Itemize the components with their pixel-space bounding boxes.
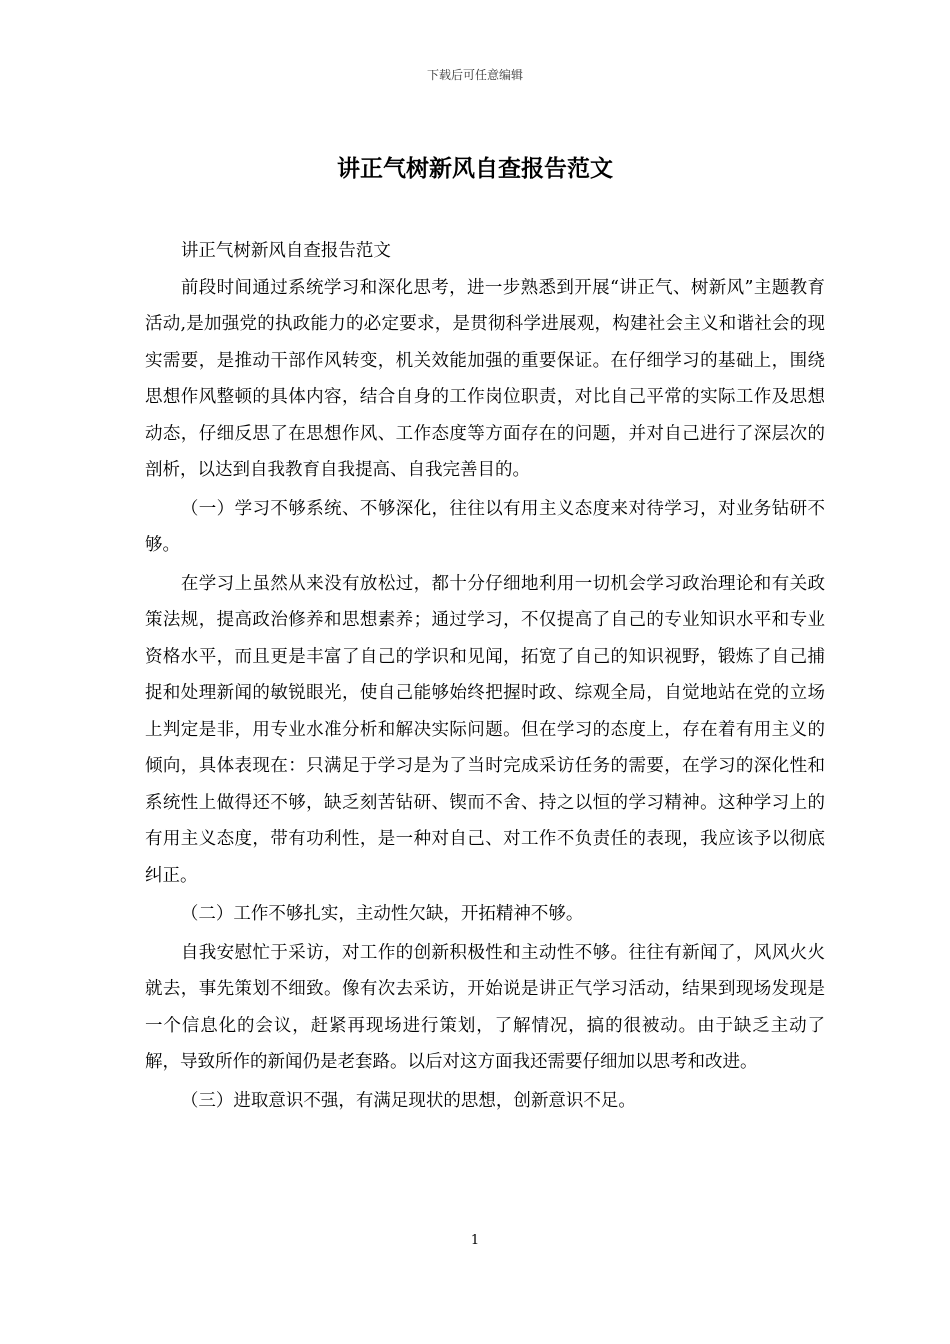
document-title: 讲正气树新风自查报告范文 xyxy=(337,156,613,182)
section-heading-2: （二）工作不够扎实，主动性欠缺，开拓精神不够。 xyxy=(180,904,584,924)
document-body xyxy=(145,233,825,1119)
page-number: 1 xyxy=(470,1233,480,1248)
intro-paragraph: 前段时间通过系统学习和深化思考，进一步熟悉到开展“讲正气、树新风”主题教育活动,是加强党的执政能力的必定要求，是贯彻科学进展观，构建社会主义和谐社会的现实需要，是推动干部作风转变，机关效能加强的重要保证。在仔细学习的基础上，围绕思想作风整顿的具体内容，结合自身的工作岗位职责，对比自己平常的实际工作及思想动态，仔细反思了在思想作风、工作态度等方面存在的问题，并对自己进行了深层次的剖析，以达到自我教育自我提高、自我完善目的。 xyxy=(145,277,825,480)
section-heading-1: （一）学习不够系统、不够深化，往往以有用主义态度来对待学习，对业务钻研不够。 xyxy=(145,498,825,555)
section-body-2: 自我安慰忙于采访，对工作的创新积极性和主动性不够。往往有新闻了，风风火火就去，事先策划不细致。像有次去采访，开始说是讲正气学习活动，结果到现场发现是一个信息化的会议，赶紧再现场进行策划，了解情况，搞的很被动。由于缺乏主动了解，导致所作的新闻仍是老套路。以后对这方面我还需要仔细加以思考和改进。 xyxy=(145,942,825,1072)
section-heading-3: （三）进取意识不强，有满足现状的思想，创新意识不足。 xyxy=(180,1090,636,1111)
header-note: 下载后可任意编辑 xyxy=(426,68,523,82)
subtitle-paragraph: 讲正气树新风自查报告范文 xyxy=(180,241,391,261)
section-body-1: 在学习上虽然从来没有放松过，都十分仔细地利用一切机会学习政治理论和有关政策法规，提高政治修养和思想素养；通过学习，不仅提高了自己的专业知识水平和专业资格水平，而且更是丰富了自己的学识和见闻，拓宽了自己的知识视野，锻炼了自己捕捉和处理新闻的敏锐眼光，使自己能够始终把握时政、综观全局，自觉地站在党的立场上判定是非，用专业水准分析和解决实际问题。但在学习的态度上，存在着有用主义的倾向，具体表现在：只满足于学习是为了当时完成采访任务的需要，在学习的深化性和系统性上做得还不够，缺乏刻苦钻研、锲而不舍、持之以恒的学习精神。这种学习上的有用主义态度，带有功利性，是一种对自己、对工作不负责任的表现，我应该予以彻底纠正。 xyxy=(145,573,825,886)
